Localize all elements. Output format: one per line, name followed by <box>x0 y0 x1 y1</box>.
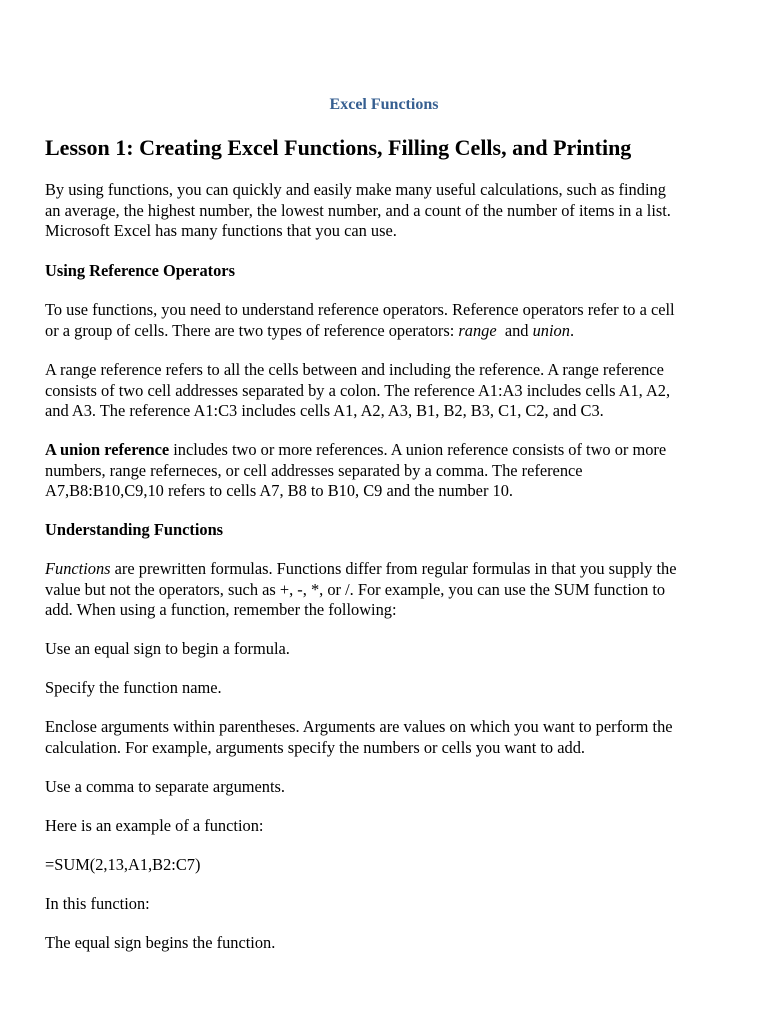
functions-line-1 <box>45 559 735 580</box>
lesson-title: Lesson 1: Creating Excel Functions, Filling Cells, and Printing <box>45 135 632 160</box>
range-line-2: consists of two cell addresses separated by a colon. The reference A1:A3 includes cells A1, A2, <box>45 380 671 400</box>
heading-reference-operators: Using Reference Operators <box>45 261 235 280</box>
range-line-1: A range reference refers to all the cells between and including the reference. A range reference <box>45 360 664 379</box>
intro-line-2: an average, the highest number, the lowest number, and a count of the number of items in a list. <box>45 200 671 220</box>
union-line-2: numbers, range referneces, or cell addresses separated by a comma. The reference <box>45 460 583 480</box>
ref-op-line-2-text: or a group of cells. There are two types of reference operators: <box>45 320 459 340</box>
union-line-3: A7,B8:B10,C9,10 refers to cells A7, B8 to B10, C9 and the number 10. <box>45 481 514 500</box>
union-line-1-text: includes two or more references. A union reference consists of two or more <box>169 440 667 459</box>
example-formula: =SUM(2,13,A1,B2:C7) <box>45 855 201 874</box>
and-text: and <box>496 320 533 340</box>
rule-arguments-paragraph <box>45 717 735 758</box>
range-term: range <box>458 320 497 340</box>
rule-arguments-line-1: Enclose arguments within parentheses. Arguments are values on which you want to perform the <box>45 717 673 736</box>
functions-line-1-text: are prewritten formulas. Functions differ from regular formulas in that you supply the <box>110 559 677 578</box>
functions-line-2: value but not the operators, such as +, -, *, or /. For example, you can use the SUM function to <box>45 579 666 599</box>
example-intro: Here is an example of a function: <box>45 816 264 835</box>
rule-function-name: Specify the function name. <box>45 678 222 697</box>
intro-line-1: By using functions, you can quickly and easily make many useful calculations, such as finding <box>45 180 666 199</box>
functions-paragraph <box>45 559 735 621</box>
rule-arguments-line-2: calculation. For example, arguments specify the numbers or cells you want to add. <box>45 737 585 757</box>
ref-op-line-1: To use functions, you need to understand reference operators. Reference operators refer to a cell <box>45 300 675 319</box>
period: . <box>569 320 575 340</box>
union-term: union <box>532 320 570 340</box>
reference-operators-paragraph <box>45 300 735 341</box>
range-line-3: and A3. The reference A1:C3 includes cells A1, A2, A3, B1, B2, B3, C1, C2, and C3. <box>45 401 604 420</box>
in-this-function: In this function: <box>45 894 150 913</box>
functions-line-3: add. When using a function, remember the following: <box>45 600 397 619</box>
union-line-1 <box>45 440 735 461</box>
rule-comma: Use a comma to separate arguments. <box>45 777 286 796</box>
intro-paragraph <box>45 180 735 242</box>
rule-equal-sign: Use an equal sign to begin a formula. <box>45 639 290 658</box>
equal-sign-explanation: The equal sign begins the function. <box>45 933 276 952</box>
union-reference-paragraph <box>45 440 735 502</box>
functions-term: Functions <box>45 559 111 578</box>
intro-line-3: Microsoft Excel has many functions that you can use. <box>45 221 397 240</box>
range-reference-paragraph <box>45 360 735 422</box>
document-header: Excel Functions <box>329 96 439 113</box>
union-reference-term: A union reference <box>45 440 170 459</box>
ref-op-line-2 <box>45 321 735 342</box>
heading-understanding-functions: Understanding Functions <box>45 520 224 539</box>
